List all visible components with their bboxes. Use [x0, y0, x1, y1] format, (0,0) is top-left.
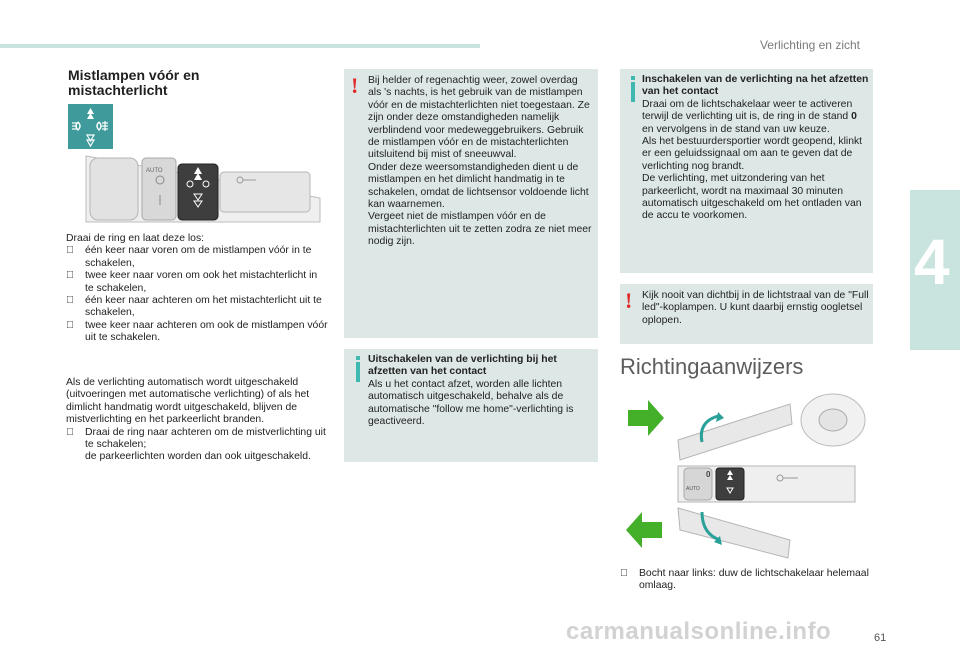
- fog-instructions: [66, 233, 328, 345]
- info-box-switch-off: [344, 349, 598, 462]
- warning-icon: !: [351, 73, 359, 98]
- header-bar: [0, 44, 480, 48]
- page-number: 61: [874, 632, 887, 644]
- warning-icon: !: [625, 288, 633, 313]
- auto-label: AUTO: [146, 168, 163, 174]
- turn-signal-illustration: [620, 390, 870, 560]
- list-item: Draai de ring naar achteren om de mistverlichting uit te schakelen; de parkeerlichten worden dan ook uitgeschakeld.: [85, 426, 326, 463]
- info-icon: [356, 362, 360, 382]
- info-text: Inschakelen van de verlichting na het afzetten van het contact Draai om de lichtschakelaar weer te activeren terwijl de verlichting uit is, de ring in de stand 0 en vervolgens in de stand van uw keuze. Als het bestuurdersportier wordt geopend, klinkt er een geluidssignaal om aan te geven dat de verlichting nog brandt. De verlichting, met uitzondering van het parkeerlicht, wordt na maximaal 30 minuten automatisch uitgeschakeld om het ontladen van de accu te voorkomen.: [642, 74, 869, 222]
- arrow-up-icon: [628, 400, 664, 436]
- warning-box-led: [620, 284, 873, 344]
- fog-lights-icon: [68, 104, 113, 149]
- info-box-switch-on: [620, 69, 873, 273]
- info-text: Uitschakelen van de verlichting bij het afzetten van het contact Als u het contact afzet, worden alle lichten automatisch uitgeschakeld, behalve als de automatische "follow me home"-verlichting is geactiveerd.: [368, 354, 574, 428]
- light-stalk-illustration: [80, 150, 325, 228]
- arrow-down-icon: [626, 512, 662, 548]
- turn-left-instruction: [620, 568, 870, 593]
- auto-off-paragraph: [66, 377, 328, 464]
- intro-text: Draai de ring en laat deze los:: [66, 233, 205, 244]
- warning-text: Kijk nooit van dichtbij in de lichtstraal van de "Full led"-koplampen. U kunt daarbij ernstig oogletsel oplopen.: [642, 290, 869, 326]
- warning-text: Bij helder of regenachtig weer, zowel overdag als 's nachts, is het gebruik van de mistlampen vóór en de mistachterlichten niet toegestaan. Ze zijn onder deze omstandigheden namelijk verblindend voor medeweggebruikers. Gebruik de mistlampen vóór en de mistachterlichten uitsluitend bij mist of sneeuwval. Onder deze weersomstandigheden dient u de mistlampen en het dimlicht handmatig in te schakelen, omdat de lichtsensor voldoende licht kan waarnemen. Vergeet niet de mistlampen vóór en de mistachterlichten uit te zetten zodra ze niet meer nodig zijn.: [368, 75, 592, 248]
- auto-label: AUTO: [686, 486, 700, 492]
- title-line-2: mistachterlicht: [68, 82, 168, 98]
- list-item: twee keer naar voren om ook het mistachterlicht in te schakelen,: [85, 270, 318, 294]
- zero-label: 0: [706, 470, 711, 479]
- list-item: één keer naar voren om de mistlampen vóór in te schakelen,: [85, 245, 312, 269]
- auto-off-text: Als de verlichting automatisch wordt uitgeschakeld (uitvoeringen met automatische verlichting) of als het dimlicht handmatig wordt uitgeschakeld, blijven de mistverlichting en het parkeerlicht branden.: [66, 377, 310, 426]
- title-line-1: Mistlampen vóór en: [68, 67, 200, 83]
- list-item: één keer naar achteren om het mistachterlicht uit te schakelen,: [85, 295, 322, 319]
- warning-box-fog: [344, 69, 598, 338]
- info-icon: [631, 82, 635, 102]
- turn-signals-title: Richtingaanwijzers: [620, 354, 804, 379]
- list-item: twee keer naar achteren om ook de mistlampen vóór uit te schakelen.: [85, 319, 328, 344]
- chapter-number: 4: [914, 226, 950, 298]
- fog-lights-title: [68, 68, 199, 98]
- watermark: carmanualsonline.info: [566, 618, 832, 645]
- list-item: Bocht naar links: duw de lichtschakelaar helemaal omlaag.: [639, 568, 869, 592]
- section-title: Verlichting en zicht: [759, 38, 860, 52]
